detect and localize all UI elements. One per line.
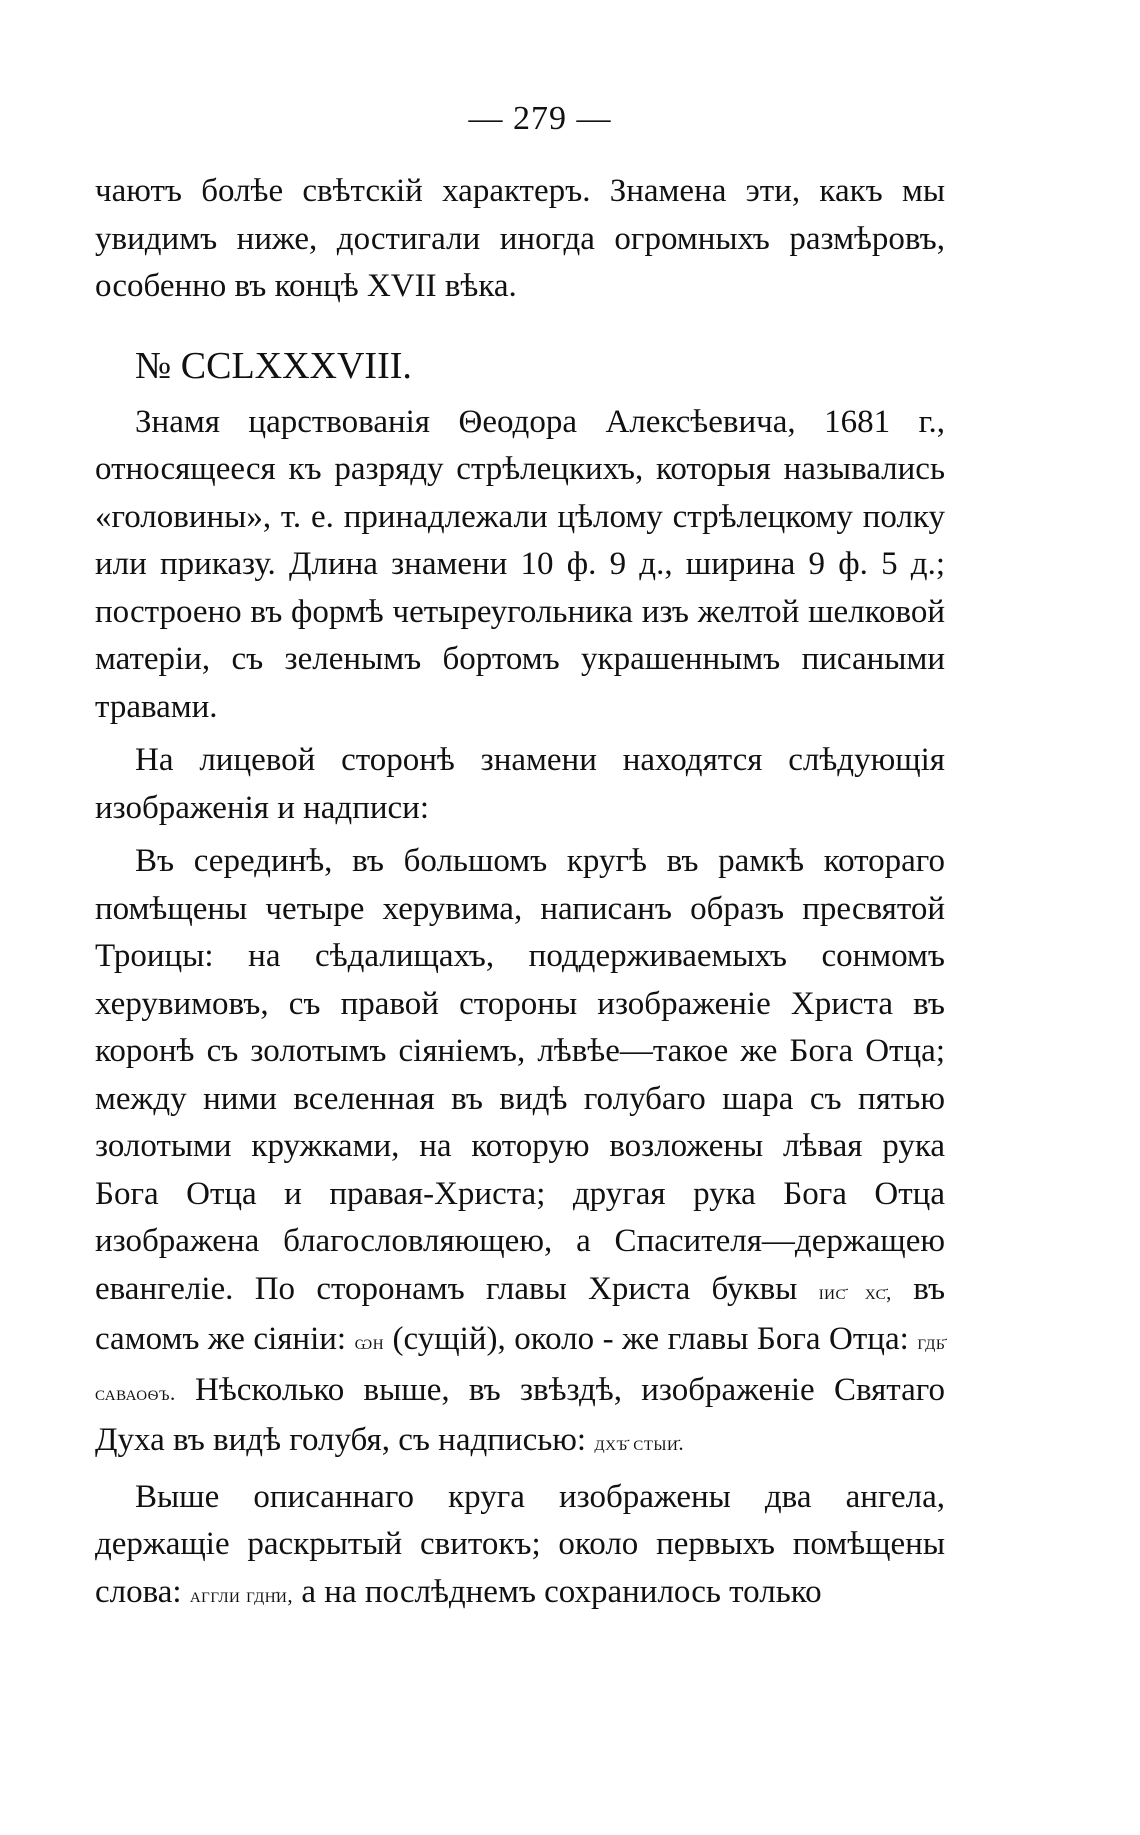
text-run: Въ серединѣ, въ большомъ кругѣ въ рамкѣ котораго помѣщены четыре херувима, написанъ образъ пресвятой Троицы: на сѣдалищахъ, поддерживаемыхъ сонмомъ херувимовъ, съ правой стороны изображеніе Христа въ коронѣ съ золотымъ сіяніемъ, лѣвѣе—такое же Бога Отца; между ними вселенная въ видѣ голубаго шара съ пятью золотыми кружками, на которую возложены лѣвая рука Бога Отца и правая-Христа; другая рука Бога Отца изображена благословляющею, а Спасителя—держащею евангеліе. По сторонамъ главы Христа буквы — [95, 843, 945, 1307]
text-run: (сущій), около - же главы Бога Отца: — [392, 1321, 909, 1357]
paragraph-banner-description: Знамя царствованія Θеодора Алексѣевича, 1681 г., относящееся къ разряду стрѣлецкихъ, которыя назывались «головины», т. е. принадлежали цѣлому стрѣлецкому полку или приказу. Длина знамени 10 ф. 9 д., ширина 9 ф. 5 д.; построено въ формѣ четыреугольника изъ желтой шелковой матеріи, съ зеленымъ бортомъ украшеннымъ писаными травами. — [95, 403, 945, 725]
item-heading: № CCLXXXVIII. — [135, 344, 412, 387]
paragraph-front-side-intro: На лицевой сторонѣ знамени находятся слѣдующія изображенія и надписи: — [95, 742, 945, 826]
text-run: Нѣсколько выше, въ звѣздѣ, изображеніе Святаго Духа въ видѣ голубя, съ надписью: — [95, 1371, 945, 1458]
church-slavonic-inscription: ѡн — [354, 1330, 385, 1354]
church-slavonic-inscription: дхъ҃ стыи҃. — [594, 1431, 685, 1455]
church-slavonic-inscription: аггли гдн҃и, — [189, 1582, 294, 1607]
paragraph-continuation: чаютъ болѣе свѣтскій характеръ. Знамена эти, какъ мы увидимъ ниже, достигали иногда огромныхъ размѣровъ, особенно въ концѣ XVII вѣка. — [95, 173, 945, 304]
book-page — [95, 100, 945, 1619]
text-run: а на послѣднемъ сохранилось только — [301, 1573, 822, 1610]
paragraph-angels — [95, 1474, 945, 1620]
church-slavonic-inscription: іис҃ хс҃, — [818, 1279, 892, 1304]
church-slavonic-inscription: гдь҃ саваоѳъ. — [95, 1330, 946, 1405]
paragraph-center-image — [95, 838, 945, 1468]
page-number: — 279 — — [468, 100, 612, 137]
text-run: въ самомъ же сіяніи: — [95, 1270, 946, 1357]
text-run: Выше описаннаго круга изображены два ангела, держащіе раскрытый свитокъ; около первыхъ помѣщены слова: — [95, 1478, 945, 1610]
